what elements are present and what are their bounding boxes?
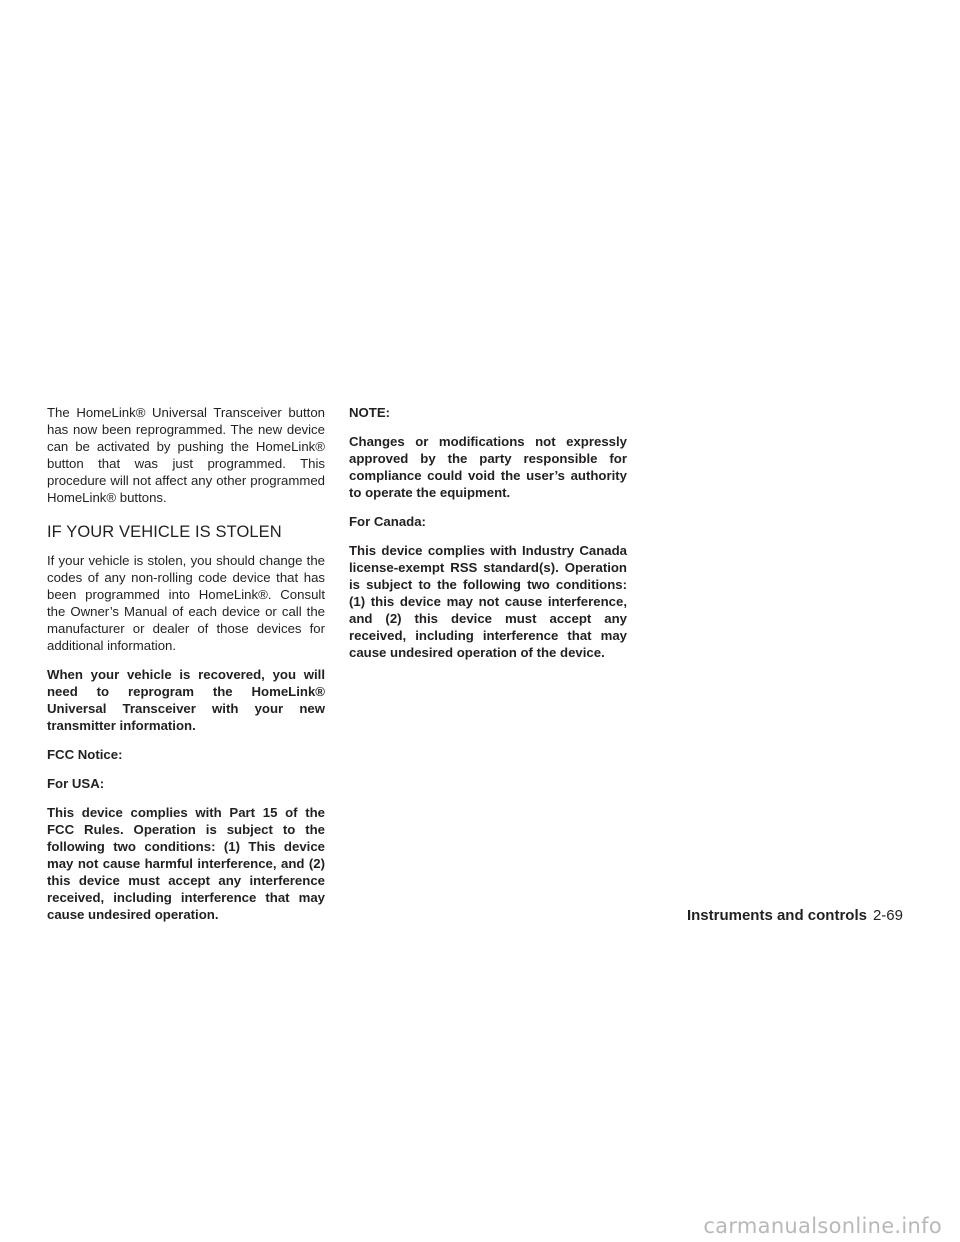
canada-compliance-paragraph: This device complies with Industry Canada license-exempt RSS standard(s). Operation is subject to the following two conditions: (1) this device may not cause interference, and (2) this device must accept any received, including interference that may cause undesired operation of the device. bbox=[349, 543, 627, 660]
watermark bbox=[0, 1214, 960, 1238]
usa-compliance-paragraph: This device complies with Part 15 of the FCC Rules. Operation is subject to the following two conditions: (1) This device may not cause harmful interference, and (2) this device must accept any interference received, including interference that may cause undesired operation. bbox=[47, 805, 325, 922]
stolen-paragraph: If your vehicle is stolen, you should change the codes of any non-rolling code device that has been programmed into HomeLink®. Consult the Owner’s Manual of each device or call the manufacturer or dealer of those devices for additional information. bbox=[47, 553, 325, 653]
for-usa-label: For USA: bbox=[47, 776, 105, 791]
right-column bbox=[349, 404, 627, 673]
note-label: NOTE: bbox=[349, 405, 391, 420]
footer-section-name: Instruments and controls bbox=[686, 907, 867, 924]
intro-paragraph: The HomeLink® Universal Transceiver button has now been reprogrammed. The new device can be activated by pushing the HomeLink® button that was just programmed. This procedure will not affect any other programmed HomeLink® buttons. bbox=[47, 405, 325, 505]
left-column bbox=[47, 404, 325, 935]
recovered-paragraph: When your vehicle is recovered, you will need to reprogram the HomeLink® Universal Transceiver with your new transmitter information. bbox=[47, 667, 325, 733]
for-canada-label: For Canada: bbox=[349, 514, 426, 529]
section-heading-stolen: IF YOUR VEHICLE IS STOLEN bbox=[47, 523, 282, 541]
footer-page-number: 2-69 bbox=[872, 907, 903, 924]
watermark-text: carmanualsonline.info bbox=[703, 1214, 942, 1238]
page-footer bbox=[687, 907, 903, 925]
fcc-notice-label: FCC Notice: bbox=[47, 747, 123, 762]
note-paragraph: Changes or modifications not expressly approved by the party responsible for compliance could void the user’s authority to operate the equipment. bbox=[349, 434, 627, 500]
